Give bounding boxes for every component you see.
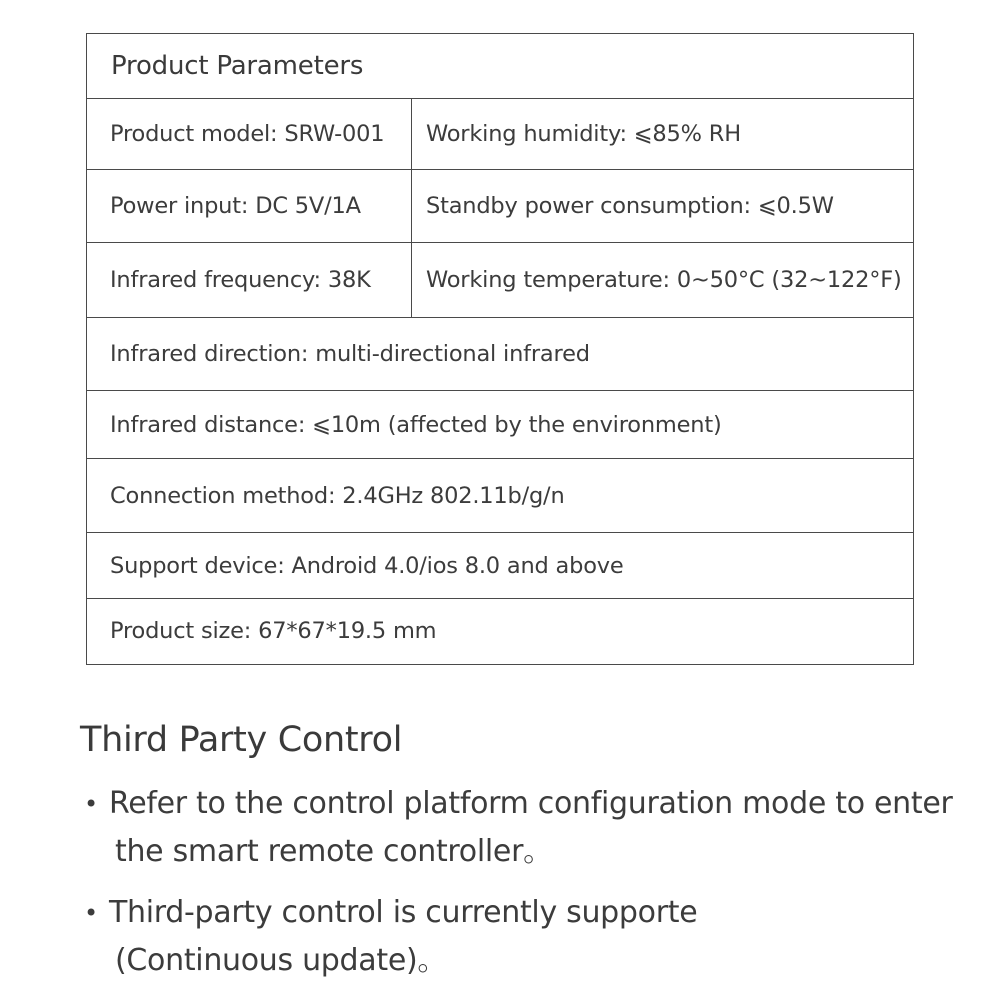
- working-temperature-cell: Working temperature: 0~50°C (32~122°F): [426, 267, 902, 293]
- standby-power-cell: Standby power consumption: ⩽0.5W: [426, 193, 834, 219]
- support-device-cell: Support device: Android 4.0/ios 8.0 and above: [110, 552, 624, 579]
- table-row: [87, 459, 913, 533]
- bullet-dot-icon: •: [84, 790, 98, 818]
- table-row: [87, 599, 913, 663]
- connection-method-cell: Connection method: 2.4GHz 802.11b/g/n: [110, 482, 565, 509]
- power-input-cell: Power input: DC 5V/1A: [87, 170, 412, 242]
- table-row: [87, 318, 913, 391]
- infrared-distance-cell: Infrared distance: ⩽10m (affected by the environment): [110, 411, 722, 438]
- infrared-direction-cell: Infrared direction: multi-directional infrared: [110, 341, 590, 367]
- third-party-control-title: Third Party Control: [80, 720, 403, 760]
- bullet-text-line: Refer to the control platform configuration mode to enter: [109, 786, 953, 821]
- bullet-item: [84, 780, 964, 876]
- table-row: [87, 391, 913, 459]
- table-row: [87, 170, 913, 243]
- product-size-cell: Product size: 67*67*19.5 mm: [110, 618, 437, 644]
- infrared-frequency-cell: Infrared frequency: 38K: [87, 243, 412, 317]
- bullet-text-line: (Continuous update)。: [115, 943, 448, 978]
- working-humidity-cell: Working humidity: ⩽85% RH: [426, 121, 741, 147]
- bullet-text-line: the smart remote controller。: [115, 834, 553, 869]
- product-model-cell: Product model: SRW-001: [87, 99, 412, 169]
- table-title: Product Parameters: [111, 51, 364, 81]
- table-row: [87, 99, 913, 170]
- table-row: [87, 243, 913, 318]
- bullet-item: [84, 889, 964, 985]
- bullet-text-line: Third-party control is currently supporte: [109, 895, 698, 930]
- product-parameters-table: [86, 33, 914, 665]
- bullet-dot-icon: •: [84, 899, 98, 927]
- table-header-row: [87, 34, 913, 99]
- table-row: [87, 533, 913, 599]
